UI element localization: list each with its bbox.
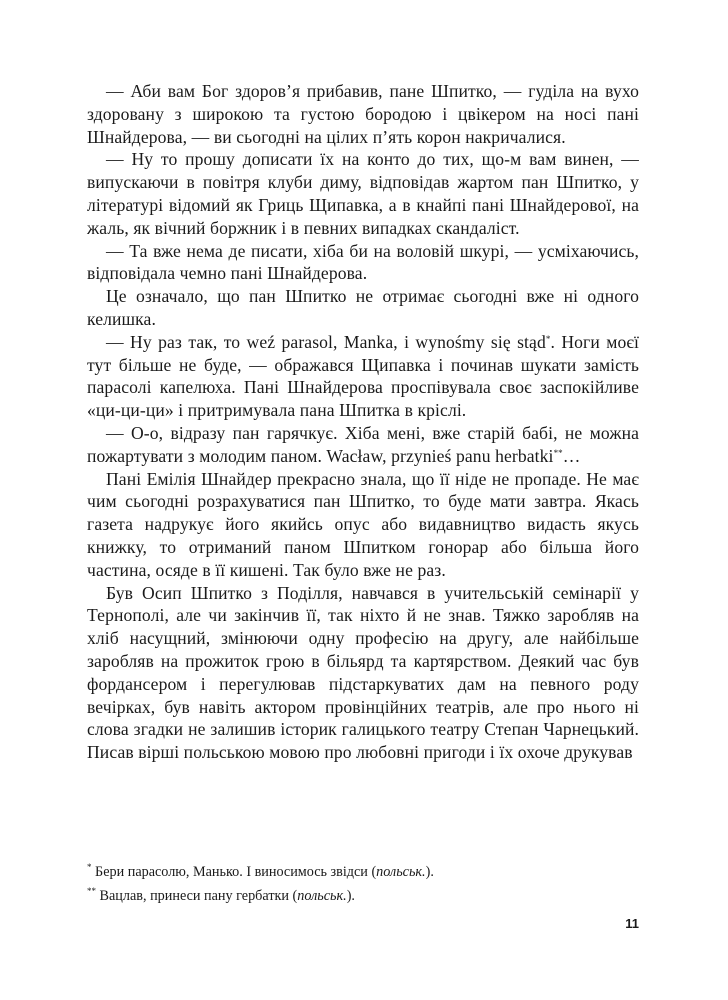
footnote-marker: *	[87, 862, 92, 872]
paragraph: Це означало, що пан Шпитко не отримає сьогодні вже ні одного келишка.	[87, 286, 639, 329]
page-number: 11	[625, 916, 639, 931]
paragraph-text: …	[562, 445, 581, 466]
paragraph: Був Осип Шпитко з Поділля, навчався в учительській семінарії у Тернополі, але чи закінчив її, так ніхто й не знав. Тяжко заробляв на хліб насущний, змінюючи одну професію на другу, але найбільше заробляв на прожиток грою в більярд та картярством. Деякий час був фордансером і перегулював підстаркуватих дам на певного роду вечірках, був навіть актором провінційних театрів, але про нього ні слова згадки не залишив історик галицького театру Степан Чарнецький. Писав вірші польською мовою про любовні пригоди і їх охоче друкував	[87, 582, 639, 763]
footnote-lang: польськ.	[297, 888, 347, 904]
footnote-lang: польськ.	[376, 864, 426, 880]
book-page	[87, 80, 639, 960]
footnote-close: ).	[425, 864, 434, 880]
footnote-marker: **	[553, 447, 563, 458]
footnotes	[87, 862, 639, 910]
paragraph	[87, 422, 639, 468]
paragraph-text: . Ноги моєї тут більше не буде, — ображався Щипавка і починав шукати замість парасолі капелюха. Пані Шнайдерова проспівувала своє заспокійливе «ци-ци-ци» і притримувала пана Шпитка в кріслі.	[87, 331, 639, 421]
footnote-text: Вацлав, принеси пану гербатки (	[96, 888, 298, 904]
paragraph: — Аби вам Бог здоров’я прибавив, пане Шпитко, — гуділа на вухо здоровану з широкою та густою бородою і цвікером на носі пані Шнайдерова, — ви сьогодні на цілих п’ять корон накричалися.	[87, 81, 639, 147]
footnote	[87, 862, 639, 883]
paragraph: — Ну то прошу дописати їх на конто до тих, що-м вам винен, — випускаючи в повітря клуби диму, відповідав жартом пан Шпитко, у літературі відомий як Гриць Щипавка, а в кнайпі пані Шнайдерової, на жаль, як вічний боржник і в певних випадках скандаліст.	[87, 149, 639, 238]
paragraph: Пані Емілія Шнайдер прекрасно знала, що її ніде не пропаде. Не має чим сьогодні розрахуватися пан Шпитко, то буде мати завтра. Якась газета надрукує його якийсь опус або видавництво видасть якусь книжку, то отриманий паном Шпитком гонорар або більша його частина, осяде в її кишені. Так було вже не раз.	[87, 468, 639, 580]
footnote-close: ).	[346, 888, 355, 904]
footnote-text: Бери парасолю, Манько. І виносимось звідси (	[91, 864, 377, 880]
body-text	[87, 80, 639, 764]
paragraph-text: — Ну раз так, то weź parasol, Manka, i wynośmy się stąd	[106, 331, 546, 352]
paragraph: — Та вже нема де писати, хіба би на воловій шкурі, — усміхаючись, відповідала чемно пані Шнайдерова.	[87, 240, 639, 284]
paragraph-text: — О-о, відразу пан гарячкує. Хіба мені, вже старій бабі, не можна пожартувати з молодим паном. Wacław, przynieś panu herbatki	[87, 422, 639, 466]
paragraph	[87, 331, 639, 422]
footnote-marker: *	[545, 333, 551, 344]
footnote	[87, 886, 639, 907]
footnote-marker: **	[87, 886, 96, 896]
